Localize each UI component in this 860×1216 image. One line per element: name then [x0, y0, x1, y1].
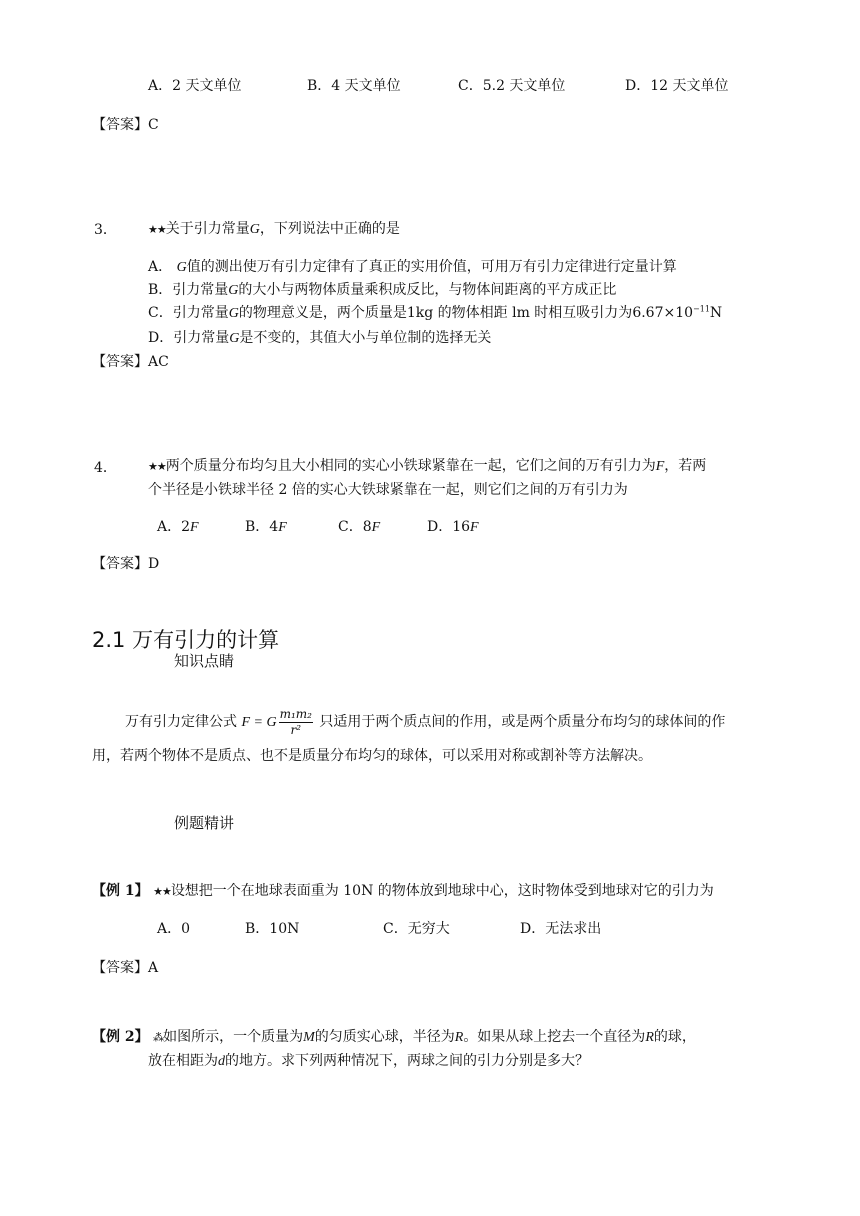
- formula-denominator: r²: [290, 723, 302, 737]
- q3-option-b-label: B．引力常量: [148, 282, 229, 298]
- q2-answer: C: [148, 117, 159, 133]
- ex2-var-r-2: R: [645, 1030, 654, 1045]
- example-2-line1: [92, 1026, 696, 1046]
- q3-stem-text: 关于引力常量: [165, 221, 250, 237]
- q4-option-d-label: D．16: [427, 519, 471, 535]
- q3-option-a-label: A．: [148, 259, 173, 275]
- difficulty-stars-icon: ★★: [148, 223, 166, 236]
- q2-answer-line: [92, 114, 159, 134]
- q4-answer-line: [92, 553, 159, 573]
- ex2-text-5: 放在相距为: [148, 1053, 218, 1069]
- q4-stem-line1: [148, 455, 706, 475]
- formula-fraction: [279, 708, 313, 736]
- q4-option-d: [427, 516, 479, 536]
- answer-label: 【答案】: [92, 960, 148, 976]
- q4-stem-text: 两个质量分布均匀且大小相同的实心小铁球紧靠在一起，它们之间的万有引力为: [165, 458, 656, 474]
- answer-label: 【答案】: [92, 117, 148, 133]
- example-1: [92, 880, 714, 900]
- section-title: 2.1 万有引力的计算: [92, 628, 280, 652]
- knowledge-line1: [125, 708, 725, 736]
- q3-option-c-unit: N: [709, 305, 723, 321]
- example-1-label: 【例 1】: [92, 883, 149, 899]
- q4-option-c-label: C．8: [338, 519, 372, 535]
- q4-option-c: [338, 516, 380, 536]
- q4-stem-text-2: ，若两: [664, 458, 707, 474]
- ex1-answer: A: [148, 960, 159, 976]
- q4-option-a-label: A．2: [157, 519, 191, 535]
- q3-option-c-var: G: [228, 306, 239, 321]
- q4-option-b-label: B．4: [245, 519, 279, 535]
- q4-answer: D: [148, 556, 160, 572]
- ex2-var-m: M: [303, 1030, 315, 1045]
- q3-option-c: [148, 302, 722, 322]
- q4-option-d-var: F: [470, 520, 479, 535]
- q2-option-a: A．2 天文单位: [148, 78, 242, 94]
- ex2-text-2: 的匀质实心球，半径为: [314, 1029, 455, 1045]
- ex1-option-b: B．10N: [245, 921, 300, 937]
- ex2-text-1: 如图所示，一个质量为: [163, 1029, 304, 1045]
- q3-answer: AC: [148, 354, 169, 370]
- q3-option-a: [148, 256, 677, 276]
- q3-option-d-label: D．引力常量: [148, 330, 230, 346]
- q3-option-b: [148, 279, 616, 299]
- q4-option-b: [245, 516, 287, 536]
- ex2-text-4: 的球，: [653, 1029, 696, 1045]
- ex2-text-3: 。如果从球上挖去一个直径为: [463, 1029, 646, 1045]
- q3-stem: [148, 218, 400, 238]
- ex1-option-c: C．无穷大: [383, 921, 450, 937]
- q4-option-a-var: F: [190, 520, 199, 535]
- difficulty-stars-icon: ★★: [153, 885, 171, 898]
- knowledge-text: 万有引力定律公式: [125, 714, 237, 730]
- q2-option-b: B．4 天文单位: [307, 78, 401, 94]
- ex1-option-d: D．无法求出: [520, 921, 602, 937]
- example-1-text: 设想把一个在地球表面重为 10N 的物体放到地球中心，这时物体受到地球对它的引力为: [170, 883, 714, 899]
- ex2-var-r: R: [454, 1030, 464, 1045]
- q2-option-d: D．12 天文单位: [625, 78, 729, 94]
- ex2-text-6: 的地方。求下列两种情况下，两球之间的引力分别是多大？: [225, 1053, 589, 1069]
- difficulty-stars-icon: ⁂: [153, 1031, 164, 1044]
- q4-option-c-var: F: [371, 520, 381, 535]
- q2-option-c: C．5.2 天文单位: [458, 78, 566, 94]
- q3-option-a-var: G: [176, 260, 187, 275]
- knowledge-line2: 用，若两个物体不是质点、也不是质量分布均匀的球体，可以采用对称或割补等方法解决。: [92, 748, 652, 764]
- q3-stem-text-2: ，下列说法中正确的是: [259, 221, 400, 237]
- section-subtitle: 知识点睛: [174, 652, 235, 670]
- q3-option-b-text: 的大小与两物体质量乘积成反比，与物体间距离的平方成正比: [238, 282, 617, 298]
- ex1-option-a: A．0: [157, 921, 191, 937]
- ex2-var-d: d: [218, 1054, 225, 1069]
- q3-option-d: [148, 327, 491, 347]
- q4-var-f: F: [655, 459, 665, 474]
- formula-lhs: F = G: [241, 715, 277, 730]
- q3-option-c-label: C．引力常量: [148, 305, 229, 321]
- examples-title: 例题精讲: [174, 814, 235, 832]
- answer-label: 【答案】: [92, 556, 148, 572]
- formula-numerator: m₁m₂: [279, 707, 312, 721]
- q3-option-c-value: 6.67×10: [632, 305, 694, 321]
- q3-option-d-var: G: [229, 331, 240, 346]
- q3-number: 3．: [94, 222, 117, 238]
- q3-option-c-exponent: −11: [693, 304, 710, 314]
- q3-answer-line: [92, 351, 169, 371]
- q3-option-a-text: 值的测出使万有引力定律有了真正的实用价值，可用万有引力定律进行定量计算: [186, 259, 677, 275]
- answer-label: 【答案】: [92, 354, 148, 370]
- q3-option-c-text: 的物理意义是，两个质量是1kg 的物体相距 lm 时相互吸引力为: [238, 305, 633, 321]
- example-2-line2: [148, 1050, 589, 1070]
- q4-number: 4．: [94, 460, 117, 476]
- q4-option-a: [157, 516, 199, 536]
- example-2-label: 【例 2】: [92, 1029, 149, 1045]
- ex1-answer-line: [92, 957, 158, 977]
- q3-option-b-var: G: [228, 283, 239, 298]
- q3-var-g: G: [249, 222, 260, 237]
- knowledge-text-2: 只适用于两个质点间的作用，或是两个质量分布均匀的球体间的作: [319, 714, 726, 730]
- difficulty-stars-icon: ★★: [148, 460, 166, 473]
- q4-stem-line2: 个半径是小铁球半径 2 倍的实心大铁球紧靠在一起，则它们之间的万有引力为: [148, 482, 628, 498]
- q4-option-b-var: F: [278, 520, 287, 535]
- q3-option-d-text: 是不变的，其值大小与单位制的选择无关: [239, 330, 492, 346]
